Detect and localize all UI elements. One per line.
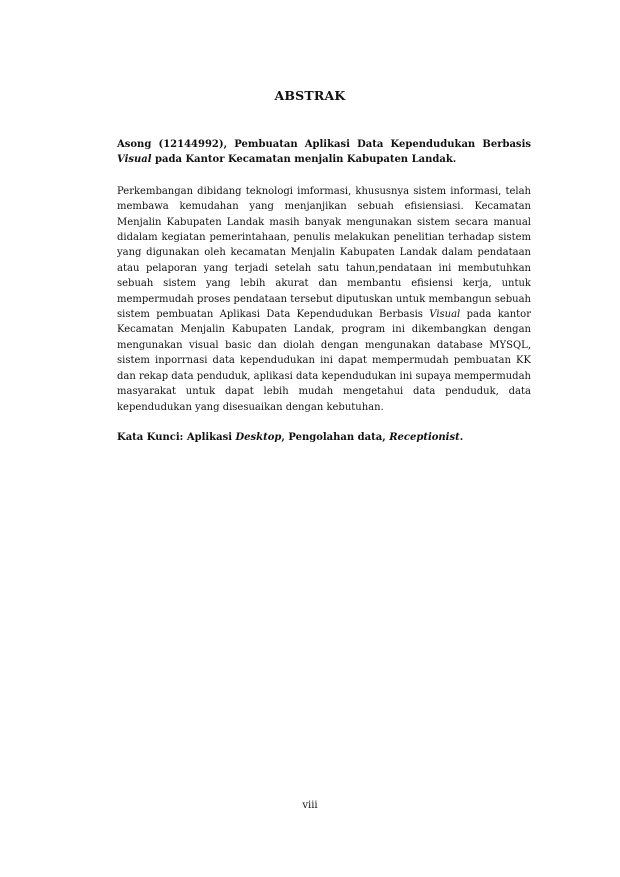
body-part-2: pada kantor Kecamatan Menjalin Kabupaten Landak, program ini dikembangkan dengan mengunakan visual basic dan diolah dengan mengunakan database MYSQL, sistem inporrnasi data kependudukan ini dapat mempermudah pembuatan KK dan rekap data penduduk, aplikasi data kependudukan ini supaya mempermudah masyarakat untuk dapat lebih mudah mengetahui data penduduk, data kependudukan yang disesuaikan dengan kebutuhan. — [117, 309, 531, 413]
page-number: viii — [302, 800, 318, 811]
body-part-1: Perkembangan dibidang teknologi imformasi, khususnya sistem informasi, telah membawa kemudahan yang menjanjikan sebuah efisiensiasi. Kecamatan Menjalin Kabupaten Landak masih banyak mengunakan sistem secara manual didalam kegiatan pemerintahaan, penulis melakukan penelitian terhadap sistem yang digunakan oleh kecamatan Menjalin Kabupaten Landak dalam pendataan atau pelaporan yang terjadi setelah satu tahun,pendataan ini membutuhkan sebuah sistem yang lebih akurat dan membantu efisiensi kerja, untuk mempermudah proses pendataan tersebut diputuskan untuk membangun sebuah sistem pembuatan Aplikasi Data Kependudukan Berbasis — [117, 185, 531, 321]
heading-italic-word: Visual — [117, 154, 152, 166]
abstract-content — [117, 137, 531, 445]
keywords-label: Kata Kunci: Aplikasi — [117, 431, 236, 443]
keyword-desktop: Desktop — [235, 431, 282, 443]
body-italic-word: Visual — [429, 309, 461, 321]
heading-location: pada Kantor Kecamatan menjalin Kabupaten Landak. — [151, 154, 457, 166]
heading-author-title: Asong (12144992), Pembuatan Aplikasi Data Kependudukan Berbasis — [117, 139, 531, 150]
keyword-receptionist: Receptionist — [389, 431, 460, 443]
abstract-body — [117, 184, 531, 415]
keywords-separator: , Pengolahan data, — [281, 431, 390, 443]
abstract-heading — [117, 137, 531, 168]
page-title: ABSTRAK — [274, 88, 346, 103]
keywords-end: . — [459, 431, 464, 443]
keywords-line — [117, 430, 531, 445]
